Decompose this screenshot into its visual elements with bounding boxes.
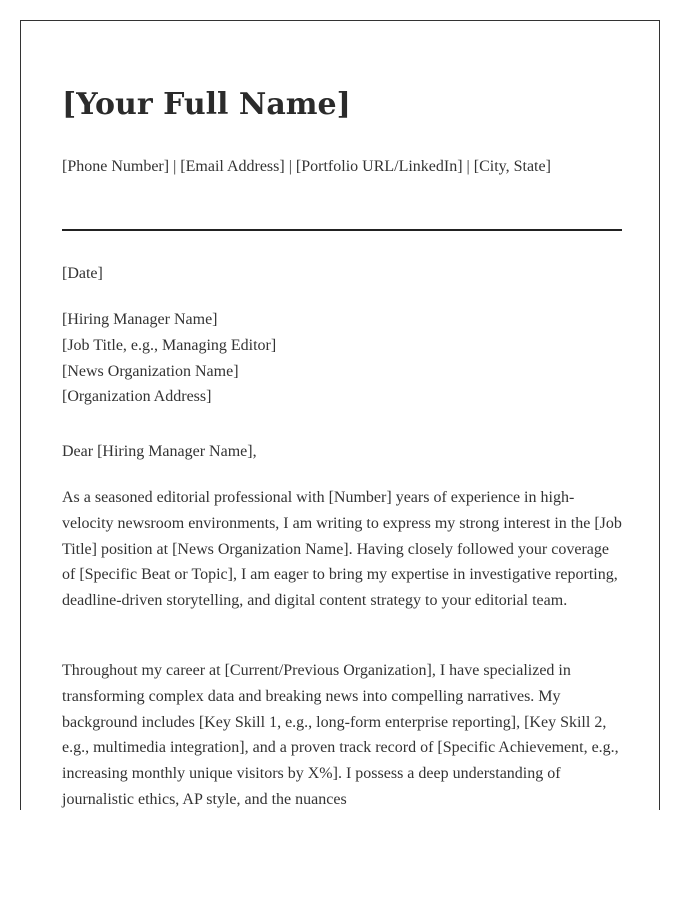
salutation: Dear [Hiring Manager Name], [62, 443, 257, 460]
body-paragraph-1 [62, 485, 622, 614]
paragraph-text: Throughout my career at [Current/Previous Organization], I have specialized in transforming complex data and breaking news into compelling narratives. My background includes [Key Skill 1, e.g., long-form enterprise reporting], [Key Skill 2, e.g., multimedia integration], and a proven track record of [Specific Achievement, e.g., increasing monthly unique visitors by X%]. I possess a deep understanding of journalistic ethics, AP style, and the nuances [62, 662, 619, 808]
recipient-address: [Organization Address] [62, 388, 212, 406]
body-paragraph-2 [62, 658, 622, 810]
letter-date: [Date] [62, 265, 103, 282]
paragraph-text: As a seasoned editorial professional with [Number] years of experience in high-velocity newsroom environments, I am writing to express my strong interest in the [Job Title] position at [News Organization Name]. Having closely followed your coverage of [Specific Beat or Topic], I am eager to bring my expertise in investigative reporting, deadline-driven storytelling, and digital content strategy to your editorial team. [62, 489, 622, 610]
recipient-organization: [News Organization Name] [62, 362, 239, 380]
contact-line: [Phone Number] | [Email Address] | [Portfolio URL/LinkedIn] | [City, State] [62, 158, 551, 175]
applicant-name: [Your Full Name] [62, 87, 351, 122]
letter-page [20, 20, 660, 810]
recipient-title: [Job Title, e.g., Managing Editor] [62, 336, 277, 354]
recipient-block [62, 307, 622, 410]
recipient-name: [Hiring Manager Name] [62, 311, 218, 328]
header-divider [62, 229, 622, 231]
